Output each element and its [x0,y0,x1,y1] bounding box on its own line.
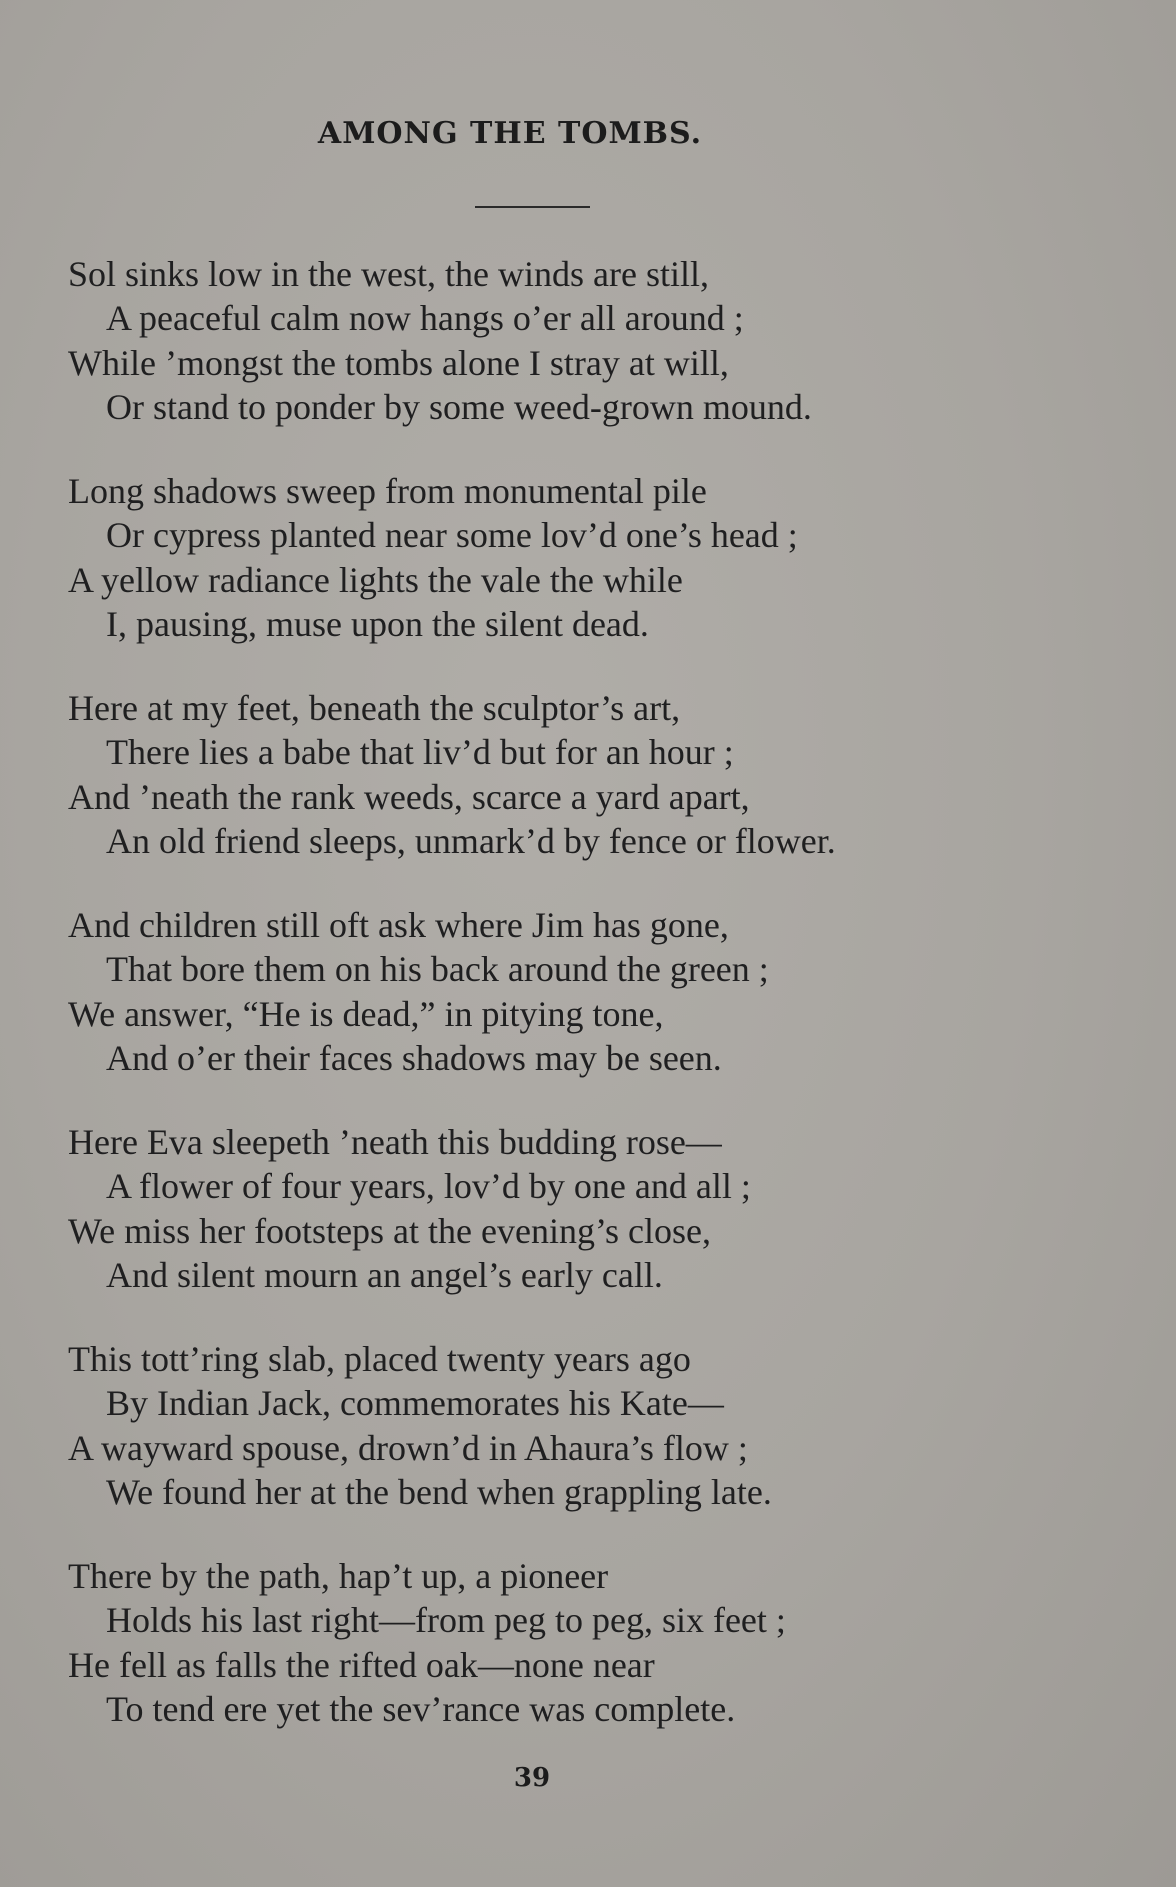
stanza-5 [68,1120,1108,1337]
poem-line: He fell as falls the rifted oak—none near [68,1644,655,1685]
stanza-1 [68,252,1108,469]
poem-line: And ’neath the rank weeds, scarce a yard apart, [68,776,750,817]
stanza-2 [68,469,1108,686]
stanza-7 [68,1554,1108,1771]
poem-line: And o’er their faces shadows may be seen. [106,1037,722,1078]
poem-line: There lies a babe that liv’d but for an hour ; [106,732,734,773]
poem-line: Or stand to ponder by some weed-grown mound. [106,386,812,427]
poem-line: A wayward spouse, drown’d in Ahaura’s flow ; [68,1427,748,1468]
poem-line: We found her at the bend when grappling late. [106,1471,772,1512]
poem-line: By Indian Jack, commemorates his Kate— [106,1383,724,1424]
poem-line: There by the path, hap’t up, a pioneer [68,1556,609,1596]
poem-title: AMONG THE TOMBS. [317,116,703,151]
poem-line: This tott’ring slab, placed twenty years ago [68,1339,691,1379]
poem-line: Here at my feet, beneath the sculptor’s art, [68,688,681,728]
poem-line: Or cypress planted near some lov’d one’s head ; [106,515,798,556]
poem-line: We answer, “He is dead,” in pitying tone, [68,993,664,1034]
poem-line: Sol sinks low in the west, the winds are still, [68,254,709,294]
poem-line: Holds his last right—from peg to peg, six feet ; [106,1600,786,1641]
poem-line: An old friend sleeps, unmark’d by fence or flower. [106,820,836,861]
poem-line: I, pausing, muse upon the silent dead. [106,603,649,644]
poem-line: We miss her footsteps at the evening’s close, [68,1210,711,1251]
poem-line: That bore them on his back around the green ; [106,949,769,990]
poem-line: And children still oft ask where Jim has gone, [68,905,729,945]
title-divider [475,206,590,208]
poem-line: Long shadows sweep from monumental pile [68,471,707,511]
stanza-4 [68,903,1108,1120]
page-number: 39 [513,1763,551,1793]
poem-line: A yellow radiance lights the vale the while [68,559,683,600]
poem-line: And silent mourn an angel’s early call. [106,1254,663,1295]
stanza-3 [68,686,1108,903]
poem-line: To tend ere yet the sev’rance was complete. [106,1688,736,1729]
poem-line: While ’mongst the tombs alone I stray at will, [68,342,729,383]
poem-line: A flower of four years, lov’d by one and all ; [106,1166,751,1207]
poem-body [68,252,1108,1771]
stanza-6 [68,1337,1108,1554]
poem-line: A peaceful calm now hangs o’er all around ; [106,298,744,339]
poem-line: Here Eva sleepeth ’neath this budding rose— [68,1122,722,1162]
